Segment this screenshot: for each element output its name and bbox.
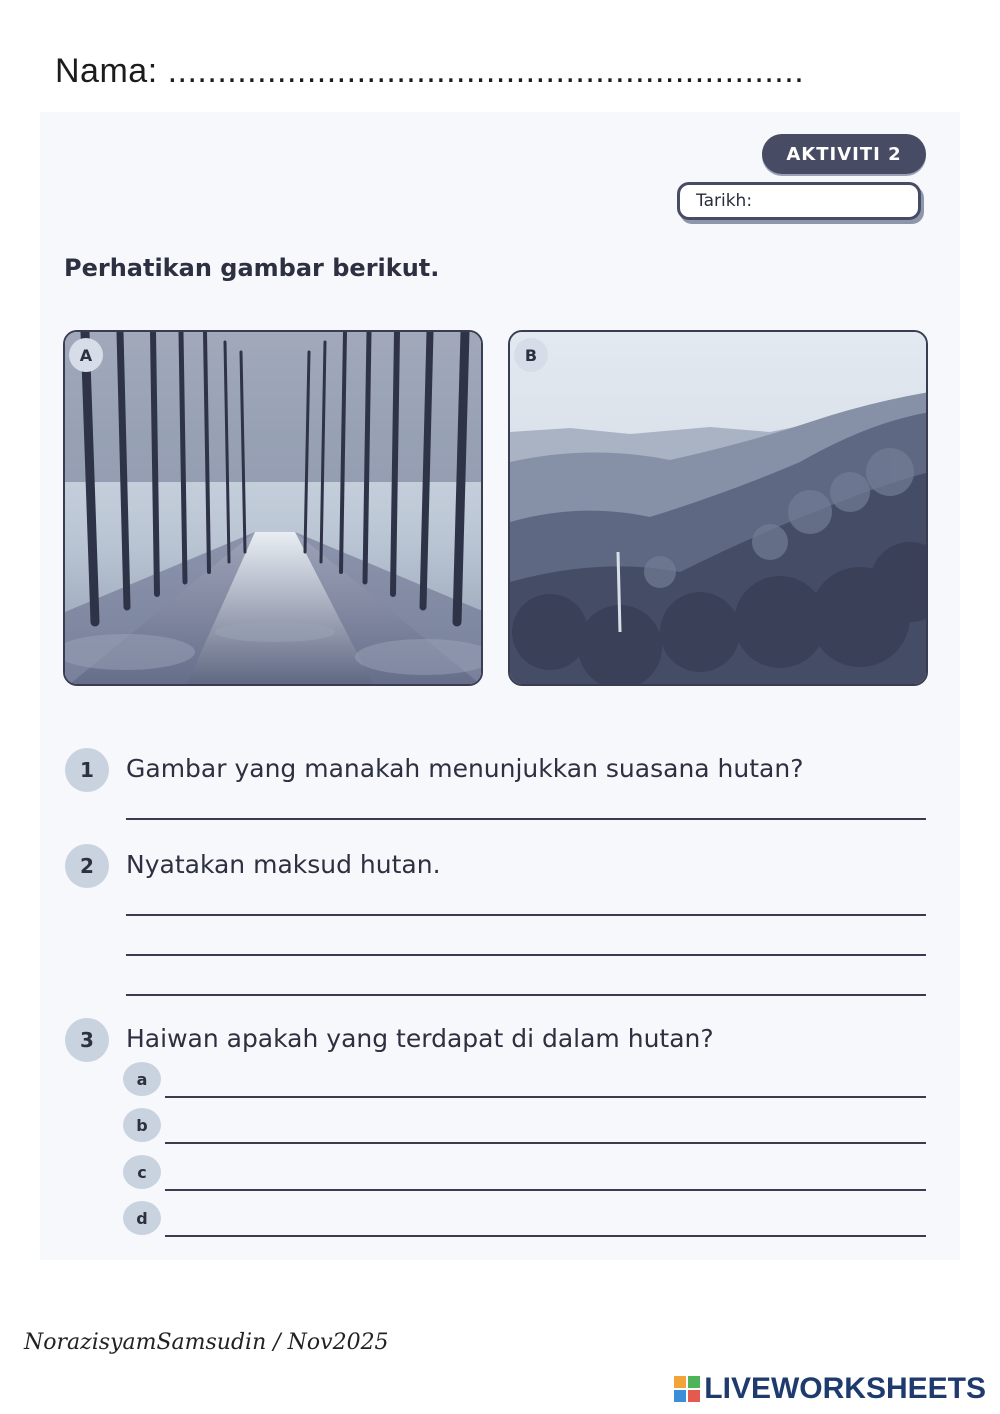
photo-b-label: B (514, 338, 548, 372)
liveworksheets-brand (674, 1372, 986, 1406)
question-3-text: Haiwan apakah yang terdapat di dalam hutan? (126, 1024, 714, 1053)
question-1-number: 1 (65, 748, 109, 792)
question-3-sub-d-answer-line[interactable] (165, 1235, 926, 1237)
question-1-text: Gambar yang manakah menunjukkan suasana hutan? (126, 754, 804, 783)
question-3-sub-b-answer-line[interactable] (165, 1142, 926, 1144)
question-3-sub-a-label: a (123, 1062, 161, 1096)
date-field[interactable] (677, 182, 921, 220)
rubber-plantation-image (65, 332, 483, 686)
liveworksheets-logo-icon (674, 1376, 700, 1402)
question-3-sub-d-label: d (123, 1201, 161, 1235)
question-3-sub-c-answer-line[interactable] (165, 1189, 926, 1191)
question-2-answer-line-1[interactable] (126, 914, 926, 916)
question-2-answer-line-3[interactable] (126, 994, 926, 996)
photo-b (508, 330, 928, 686)
question-2-text: Nyatakan maksud hutan. (126, 850, 441, 879)
question-2-number: 2 (65, 844, 109, 888)
worksheet (40, 112, 960, 1260)
forest-image (510, 332, 928, 686)
instruction-heading: Perhatikan gambar berikut. (64, 254, 440, 282)
photo-a-label: A (69, 338, 103, 372)
photo-a (63, 330, 483, 686)
question-3-sub-a-answer-line[interactable] (165, 1096, 926, 1098)
question-2-answer-line-2[interactable] (126, 954, 926, 956)
brand-name: LIVEWORKSHEETS (704, 1372, 986, 1405)
activity-badge: AKTIVITI 2 (762, 134, 926, 174)
name-field-label: Nama: ................................................................ (55, 52, 805, 90)
question-1-answer-line[interactable] (126, 818, 926, 820)
question-3-number: 3 (65, 1018, 109, 1062)
author-signature: NorazisyamSamsudin / Nov2025 (24, 1330, 389, 1355)
question-3-sub-c-label: c (123, 1155, 161, 1189)
question-3-sub-b-label: b (123, 1108, 161, 1142)
date-label: Tarikh: (696, 191, 753, 211)
